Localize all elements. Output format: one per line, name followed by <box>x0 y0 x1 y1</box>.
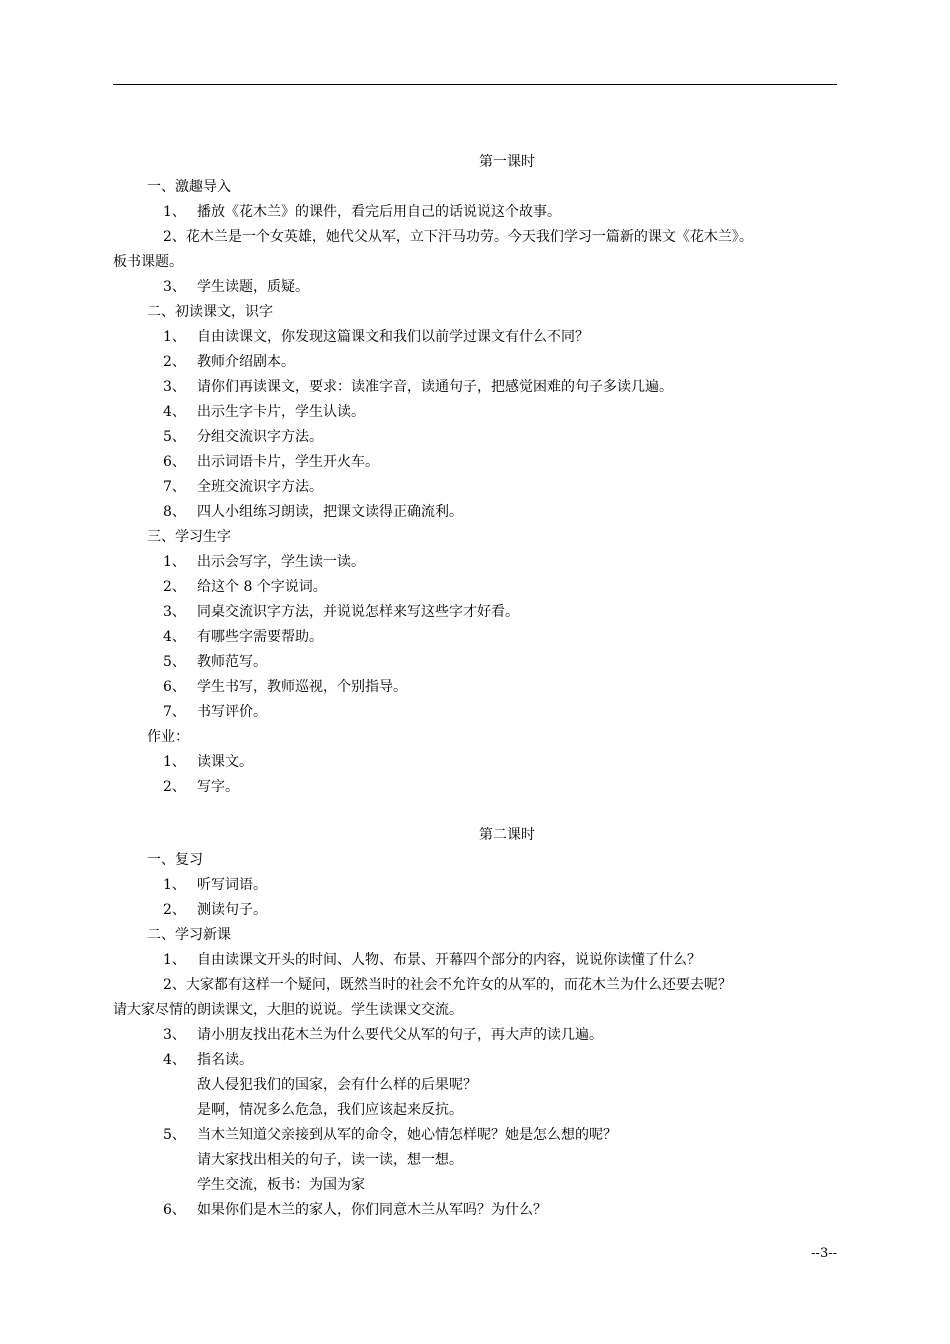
item-number: 7、 <box>163 479 186 495</box>
item-number: 2、 <box>163 579 186 595</box>
item-text: 给这个 8 个字说词。 <box>197 579 327 595</box>
item-number: 8、 <box>163 504 186 520</box>
item-number: 2、 <box>163 779 186 795</box>
item-number: 4、 <box>163 1052 186 1068</box>
item-number: 5、 <box>163 1127 186 1143</box>
sub-line: 是啊，情况多么危急，我们应该起来反抗。 <box>197 1102 463 1118</box>
item-number: 3、 <box>163 1027 186 1043</box>
item-text: 听写词语。 <box>197 877 267 893</box>
homework-heading: 作业： <box>147 729 189 745</box>
item-text: 出示词语卡片，学生开火车。 <box>197 454 379 470</box>
lesson2-section2-heading: 二、学习新课 <box>147 927 231 943</box>
item-number: 6、 <box>163 679 186 695</box>
item-number: 3、 <box>163 379 186 395</box>
item-number: 5、 <box>163 429 186 445</box>
item-number: 4、 <box>163 404 186 420</box>
item-text: 出示会写字，学生读一读。 <box>197 554 365 570</box>
item-number: 2、 <box>163 902 186 918</box>
item-text: 分组交流识字方法。 <box>197 429 323 445</box>
sub-line: 敌人侵犯我们的国家，会有什么样的后果呢？ <box>197 1077 477 1093</box>
lesson1-section2-heading: 二、初读课文，识字 <box>147 304 273 320</box>
item-text: 学生读题，质疑。 <box>197 279 309 295</box>
item-number: 3、 <box>163 279 186 295</box>
item-number: 6、 <box>163 1202 186 1218</box>
item-number: 4、 <box>163 629 186 645</box>
item-number: 6、 <box>163 454 186 470</box>
item-number: 7、 <box>163 704 186 720</box>
item-text: 播放《花木兰》的课件，看完后用自己的话说说这个故事。 <box>197 204 561 220</box>
item-text: 教师介绍剧本。 <box>197 354 295 370</box>
item-text: 请小朋友找出花木兰为什么要代父从军的句子，再大声的读几遍。 <box>197 1027 603 1043</box>
item-text: 学生书写，教师巡视，个别指导。 <box>197 679 407 695</box>
item-text: 同桌交流识字方法，并说说怎样来写这些字才好看。 <box>197 604 519 620</box>
item-text: 读课文。 <box>197 754 253 770</box>
lesson2-title: 第二课时 <box>479 827 535 843</box>
item-number: 1、 <box>163 204 186 220</box>
item-text: 出示生字卡片，学生认读。 <box>197 404 365 420</box>
lesson1-section3-heading: 三、学习生字 <box>147 529 231 545</box>
lesson1-section1-heading: 一、激趣导入 <box>147 179 231 195</box>
item-text: 全班交流识字方法。 <box>197 479 323 495</box>
list-item-continuation: 请大家尽情的朗读课文，大胆的说说。学生读课文交流。 <box>113 1002 463 1018</box>
item-text: 书写评价。 <box>197 704 267 720</box>
item-text: 测读句子。 <box>197 902 267 918</box>
item-number: 1、 <box>163 754 186 770</box>
item-text: 四人小组练习朗读，把课文读得正确流利。 <box>197 504 463 520</box>
lesson1-title: 第一课时 <box>479 154 535 170</box>
item-text: 自由读课文开头的时间、人物、布景、开幕四个部分的内容，说说你读懂了什么？ <box>197 952 701 968</box>
item-text: 自由读课文，你发现这篇课文和我们以前学过课文有什么不同？ <box>197 329 589 345</box>
item-number: 5、 <box>163 654 186 670</box>
item-text: 如果你们是木兰的家人，你们同意木兰从军吗？为什么？ <box>197 1202 547 1218</box>
item-text: 有哪些字需要帮助。 <box>197 629 323 645</box>
list-item-continuation: 板书课题。 <box>113 254 183 270</box>
sub-line: 学生交流，板书：为国为家 <box>197 1177 365 1193</box>
item-text: 写字。 <box>197 779 239 795</box>
item-number: 3、 <box>163 604 186 620</box>
sub-line: 请大家找出相关的句子，读一读，想一想。 <box>197 1152 463 1168</box>
item-text: 教师范写。 <box>197 654 267 670</box>
item-number: 1、 <box>163 554 186 570</box>
item-text: 指名读。 <box>197 1052 253 1068</box>
item-text: 请你们再读课文，要求：读准字音，读通句子，把感觉困难的句子多读几遍。 <box>197 379 673 395</box>
item-number: 1、 <box>163 329 186 345</box>
lesson2-section1-heading: 一、复习 <box>147 852 203 868</box>
list-item-text: 2、花木兰是一个女英雄，她代父从军，立下汗马功劳。今天我们学习一篇新的课文《花木兰》。 <box>163 229 753 245</box>
page-number: --3-- <box>811 1246 837 1261</box>
item-number: 1、 <box>163 952 186 968</box>
item-number: 1、 <box>163 877 186 893</box>
list-item-text: 2、大家都有这样一个疑问，既然当时的社会不允许女的从军的，而花木兰为什么还要去呢？ <box>163 977 732 993</box>
item-text: 当木兰知道父亲接到从军的命令，她心情怎样呢？她是怎么想的呢？ <box>197 1127 617 1143</box>
item-number: 2、 <box>163 354 186 370</box>
header-rule <box>113 84 837 85</box>
